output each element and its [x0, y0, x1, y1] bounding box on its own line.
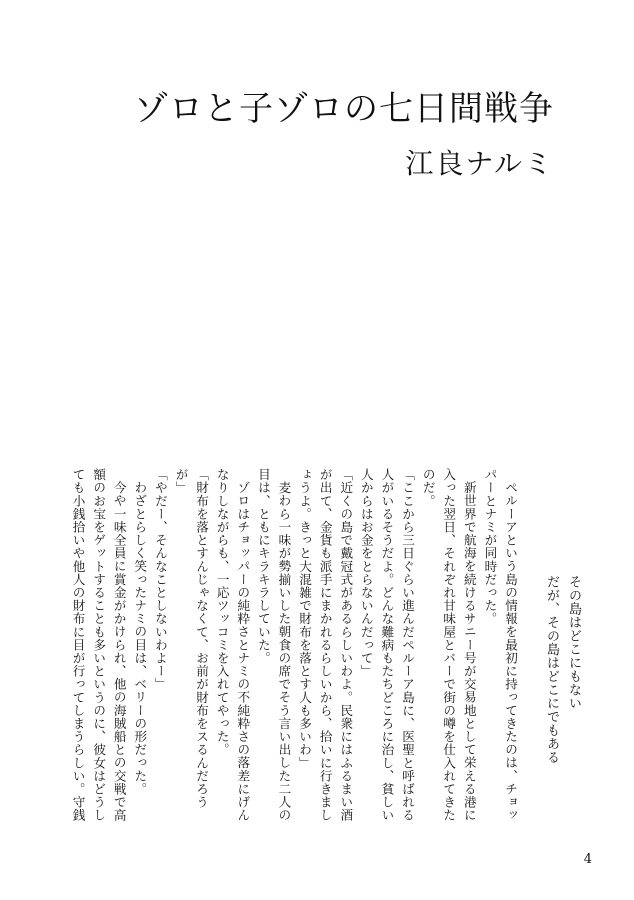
body-paragraph: 「財布を落とすんじゃなくて、お前が財布をスるんだろうが」 [173, 468, 210, 809]
author-name: 江良ナルミ [405, 147, 554, 180]
body-paragraph: 今や一味全員に賞金がかけられ、他の海賊船との交戦で高額のお宝をゲットすることも多いというのに、彼女はどうしても小銭拾いや他人の財布に目が行ってしまうらしい。守銭 [70, 468, 127, 822]
epigraph-line: だが、その島はどこにでもある [544, 575, 559, 764]
body-paragraph: ペルーアという島の情報を最初に持ってきたのは、チョッパーとナミが同時だった。 [482, 468, 518, 822]
body-text [70, 468, 520, 824]
epigraph [540, 575, 584, 764]
body-paragraph: 「近くの島で戴冠式があるらしいわよ。民衆にはふるまい酒が出て、金貨も派手にまかれるらしいから、拾いに行きましょうよ。きっと大混雑で財布を落とす人も多いわ」 [297, 468, 354, 822]
body-paragraph: 新世界で航海を続けるサニー号が交易地として栄える港に入った翌日、それぞれ甘味屋とバーで街の噂を仕入れてきたのだ。 [420, 468, 477, 822]
body-paragraph: わざとらしく笑ったナミの目は、ベリーの形だった。 [132, 480, 148, 795]
page-title: ゾロと子ゾロの七日間戦争 [134, 89, 554, 129]
page-number: 4 [583, 852, 592, 867]
body-paragraph: ゾロはチョッパーの純粋さとナミの不純粋さの落差にげんなりしながらも、一応ツッコミを入れてやった。 [214, 468, 251, 822]
body-paragraph: 「ここから三日ぐらい進んだペルーア島に、医聖と呼ばれる人がいるそうだよ。どんな難病もたちどころに治し、貧しい人からはお金をとらないんだって」 [358, 468, 416, 822]
body-paragraph: 「やだー、そんなことしないわよー」 [152, 468, 168, 691]
body-paragraph: 麦わら一味が勢揃いした朝食の席でそう言い出した二人の目は、ともにキラキラしていた。 [255, 468, 292, 822]
epigraph-line: その島はどこにもない [566, 575, 581, 710]
